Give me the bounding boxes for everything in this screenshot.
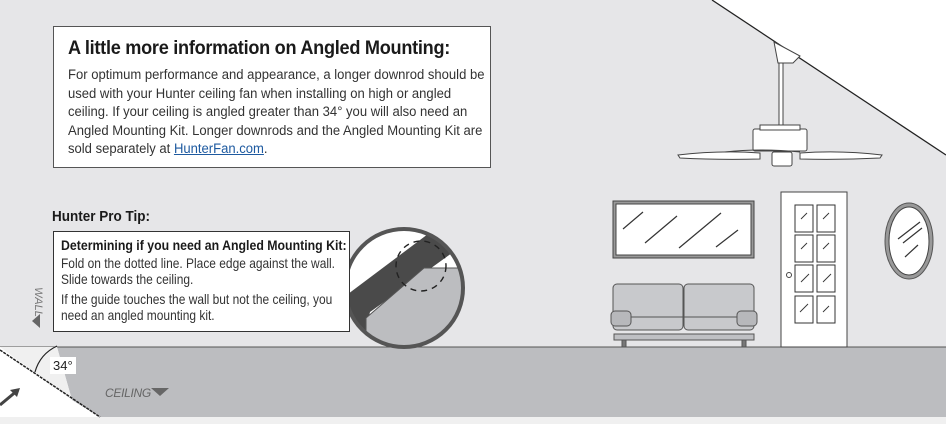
ceiling-label: CEILING — [105, 386, 151, 400]
wall-label: WALL — [31, 287, 44, 317]
pro-tip-paragraph-2: If the guide touches the wall but not the ceiling, you need an angled mounting kit. — [61, 292, 333, 323]
info-body-text: For optimum performance and appearance, a longer downrod should be used with your Hunter ceiling fan when installing on high or angled ceiling. If your ceiling is angled greater than 34° you will also need an Angled Mounting Kit. Longer downrods and the Angled Mounting Kit are sold separately at — [68, 67, 485, 158]
info-trailing: . — [263, 141, 268, 158]
angled-mounting-info-box — [53, 26, 491, 168]
pro-tip-paragraph-1: Fold on the dotted line. Place edge against the wall. Slide towards the ceiling. — [61, 256, 335, 287]
window-icon — [613, 201, 754, 258]
info-title: A little more information on Angled Mounting: — [68, 37, 451, 59]
pro-tip-title: Determining if you need an Angled Mounting Kit: — [61, 237, 347, 253]
pro-tip-box — [53, 231, 350, 332]
info-body — [68, 66, 491, 159]
floor — [0, 347, 946, 417]
couch-icon — [611, 284, 757, 347]
angle-label: 34° — [50, 357, 76, 374]
door-icon — [781, 192, 847, 347]
magnified-guide-icon — [340, 225, 470, 355]
hunterfan-link[interactable]: HunterFan.com — [173, 141, 264, 158]
oval-mirror-icon — [885, 203, 933, 279]
pro-tip-heading: Hunter Pro Tip: — [52, 208, 151, 225]
